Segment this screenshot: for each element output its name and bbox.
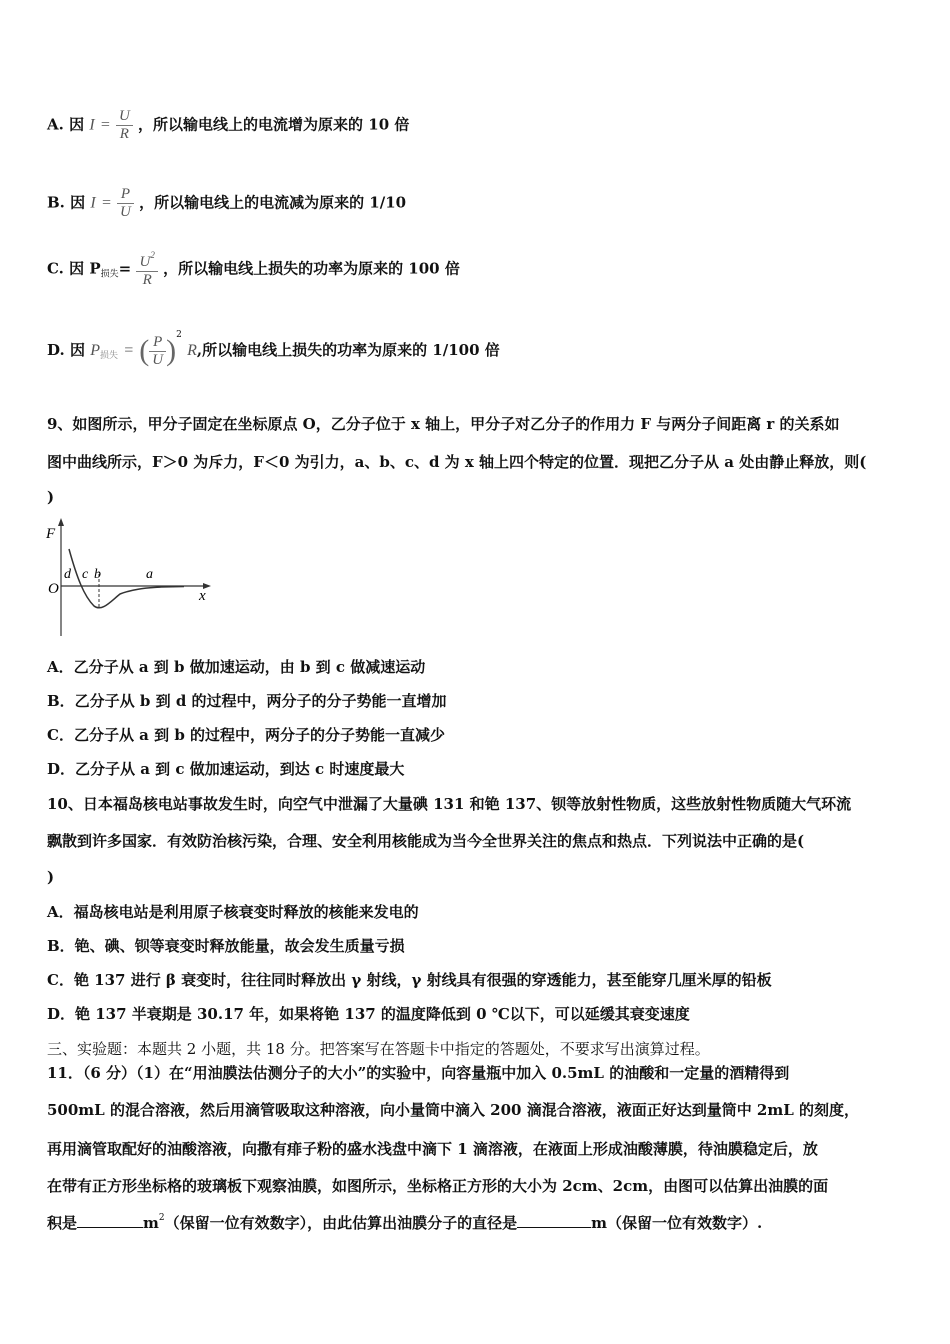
- q11-line-5: 积是 $m^2$（保留一位有效数字），由此估算出油膜分子的直径是 m（保留一位有效数字）.: [47, 1213, 763, 1232]
- q11-line-3: 再用滴管取配好的油酸溶液，向撒有痱子粉的盛水浅盘中滴下 1 滴溶液，在液面上形成油酸薄膜，待油膜稳定后，放: [47, 1140, 818, 1158]
- x-axis-label: x: [199, 588, 206, 604]
- origin-label: O: [48, 581, 59, 597]
- q9-stem-line-2: 图中曲线所示，F＞0 为斥力，F＜0 为引力，a、b、c、d 为 x 轴上四个特定的位置．现把乙分子从 a 处由静止释放，则(: [47, 453, 867, 471]
- q10-option-b: B．铯、碘、钡等衰变时释放能量，故会发生质量亏损: [47, 937, 405, 955]
- formula-symbol: P: [90, 342, 100, 359]
- point-a-label: a: [146, 567, 153, 582]
- q11-line-2: 500mL 的混合溶液，然后用滴管吸取这种溶液，向小量筒中滴入 200 滴混合溶液，液面正好达到量筒中 2mL 的刻度，: [47, 1101, 860, 1119]
- y-axis-arrow: [58, 518, 64, 526]
- q11-line-4: 在带有正方形坐标格的玻璃板下观察油膜，如图所示，坐标格正方形的大小为 2cm、2cm，由图可以估算出油膜的面: [47, 1177, 829, 1195]
- q11-line-1: 11．（6 分）（1）在“用油膜法估测分子的大小”的实验中，向容量瓶中加入 0.5mL 的油酸和一定量的酒精得到: [47, 1064, 790, 1082]
- formula-fraction: $\frac{P}{U}$: [149, 334, 166, 369]
- q10-option-a: A．福岛核电站是利用原子核衰变时释放的核能来发电的: [47, 903, 419, 921]
- q10-option-d: D．铯 137 半衰期是 30.17 年，如果将铯 137 的温度降低到 0 ℃以下，可以延缓其衰变速度: [47, 1005, 690, 1023]
- option-label: D.: [47, 341, 65, 359]
- point-c-label: c: [82, 567, 89, 582]
- q9-option-c: C．乙分子从 a 到 b 的过程中，两分子的分子势能一直减少: [47, 726, 446, 744]
- option-label: B.: [47, 193, 65, 212]
- option-label: A.: [47, 115, 64, 134]
- q8-option-a: A. 因 I = $\frac{U}{R}$ ，所以输电线上的电流增为原来的 10 倍: [47, 108, 410, 142]
- q9-option-d: D．乙分子从 a 到 c 做加速运动，到达 c 时速度最大: [47, 760, 405, 778]
- y-axis-label: F: [46, 526, 56, 542]
- answer-blank-area[interactable]: [77, 1215, 143, 1228]
- q8-option-d: D. 因 $P_{损失}$ = ( $\frac{P}{U}$ )$^2$ R,所以输电线上损失的功率为原来的 1/100 倍: [47, 330, 500, 368]
- point-b-label: b: [94, 567, 101, 582]
- point-d-label: d: [64, 567, 71, 582]
- formula-fraction: $\frac{P}{U}$: [117, 186, 134, 221]
- q10-stem-line-2: 飘散到许多国家．有效防治核污染，合理、安全利用核能成为当今全世界关注的焦点和热点．下列说法中正确的是(: [47, 832, 805, 850]
- q8-option-b: B. 因 I = $\frac{P}{U}$ ，所以输电线上的电流减为原来的 1/10: [47, 186, 407, 220]
- q9-option-a: A．乙分子从 a 到 b 做加速运动，由 b 到 c 做减速运动: [47, 658, 426, 676]
- q10-stem-line-3: ): [47, 868, 55, 886]
- q10-stem-line-1: 10、日本福岛核电站事故发生时，向空气中泄漏了大量碘 131 和铯 137、钡等放射性物质，这些放射性物质随大气环流: [47, 795, 852, 813]
- formula-symbol: I: [89, 116, 95, 134]
- option-label: C.: [47, 259, 64, 278]
- force-distance-graph: [44, 516, 219, 641]
- section-3-heading: 三、实验题：本题共 2 小题，共 18 分。把答案写在答题卡中指定的答题处，不要求写出演算过程。: [47, 1040, 710, 1058]
- q8-option-c: C. 因 $P_{损失}=$ $\frac{U^2}{R}$ ，所以输电线上损失的功率为原来的 100 倍: [47, 250, 460, 288]
- q9-stem-line-1: 9、如图所示，甲分子固定在坐标原点 O，乙分子位于 x 轴上，甲分子对乙分子的作用力 F 与两分子间距离 r 的关系如: [47, 415, 840, 433]
- q10-option-c: C．铯 137 进行 β 衰变时，往往同时释放出 γ 射线，γ 射线具有很强的穿透能力，甚至能穿几厘米厚的铅板: [47, 971, 772, 989]
- q9-option-b: B．乙分子从 b 到 d 的过程中，两分子的分子势能一直增加: [47, 692, 447, 710]
- formula-symbol: I: [90, 194, 96, 212]
- answer-blank-diameter[interactable]: [517, 1215, 591, 1228]
- formula-fraction: $\frac{U}{R}$: [116, 108, 133, 143]
- formula-fraction: $\frac{U^2}{R}$: [136, 250, 157, 289]
- q9-stem-line-3: ): [47, 488, 55, 506]
